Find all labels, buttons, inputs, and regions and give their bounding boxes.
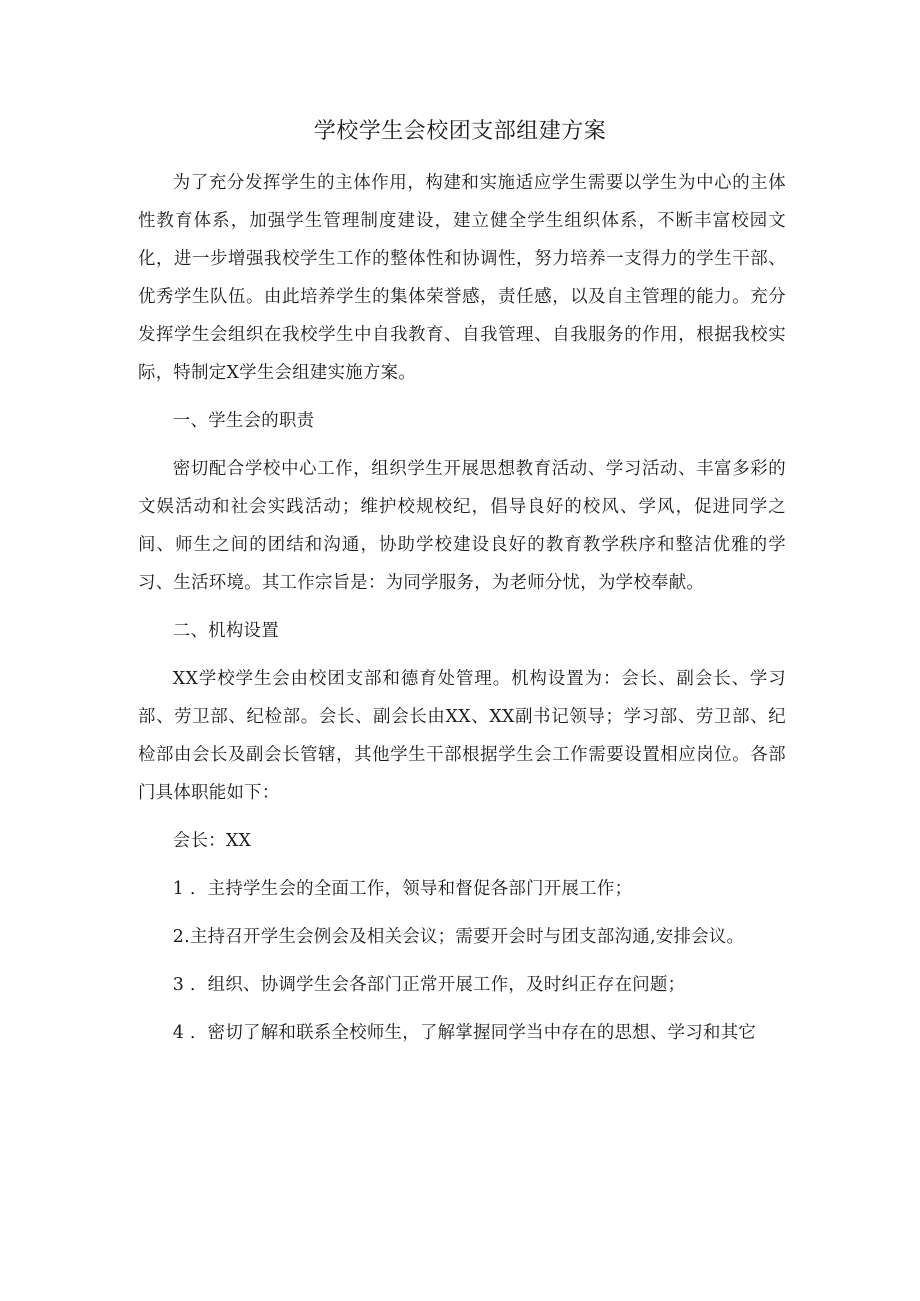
duty-item: 2.主持召开学生会例会及相关会议；需要开会时与团支部沟通,安排会议。 — [172, 927, 745, 947]
section-heading-duties: 一、学生会的职责 — [172, 411, 315, 431]
president-label: 会长：XX — [172, 831, 252, 851]
intro-paragraph: 为了充分发挥学生的主体作用，构建和实施适应学生需要以学生为中心的主体性教育体系，加强学生管理制度建设，建立健全学生组织体系，不断丰富校园文化，进一步增强我校学生工作的整体性和协调性，努力培养一支得力的学生干部、优秀学生队伍。由此培养学生的集体荣誉感，责任感，以及自主管理的能力。充分发挥学生会组织在我校学生中自我教育、自我管理、自我服务的作用，根据我校实际，特制定X学生会组建实施方案。 — [138, 173, 786, 383]
section-heading-structure: 二、机构设置 — [172, 621, 279, 641]
document-title: 学校学生会校团支部组建方案 — [313, 119, 607, 144]
duty-item: 1 ．主持学生会的全面工作，领导和督促各部门开展工作； — [172, 879, 633, 899]
structure-paragraph: XX学校学生会由校团支部和德育处管理。机构设置为：会长、副会长、学习部、劳卫部、纪检部。会长、副会长由XX、XX副书记领导；学习部、劳卫部、纪检部由会长及副会长管辖，其他学生干部根据学生会工作需要设置相应岗位。各部门具体职能如下： — [138, 669, 786, 803]
document-body — [138, 164, 786, 1062]
duty-item: 3 ．组织、协调学生会各部门正常开展工作，及时纠正存在问题； — [172, 975, 686, 995]
duties-paragraph: 密切配合学校中心工作，组织学生开展思想教育活动、学习活动、丰富多彩的文娱活动和社会实践活动；维护校规校纪，倡导良好的校风、学风，促进同学之间、师生之间的团结和沟通，协助学校建设良好的教育教学秩序和整洁优雅的学习、生活环境。其工作宗旨是：为同学服务，为老师分忧，为学校奉献。 — [138, 459, 786, 593]
duty-item: 4 ．密切了解和联系全校师生，了解掌握同学当中存在的思想、学习和其它 — [172, 1023, 757, 1043]
